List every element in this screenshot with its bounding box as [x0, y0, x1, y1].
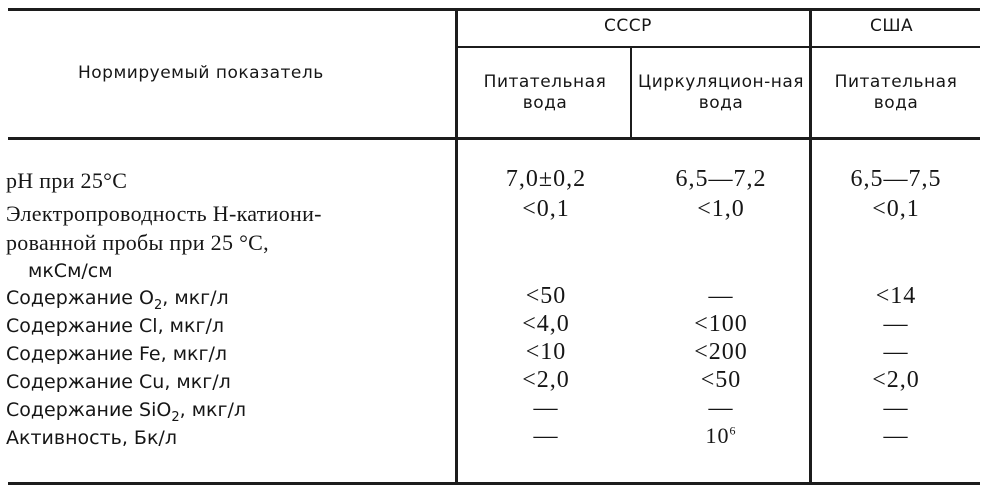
row-label-chloride: Содержание Cl, мкг/л	[6, 315, 224, 337]
circulation-water-header: Циркуляцион-ная вода	[638, 72, 804, 113]
ussr-header: СССР	[604, 16, 652, 36]
cell-iron-ussr-circ: <200	[694, 339, 748, 365]
cell-activity-ussr-circ: $10^6$	[705, 423, 737, 448]
cell-conductivity-ussr-circ: <1,0	[697, 196, 745, 222]
cell-silica-ussr-circ: —	[708, 395, 734, 421]
row-label-activity: Активность, Бк/л	[6, 427, 177, 449]
cell-oxygen-ussr-circ: —	[708, 283, 734, 309]
cell-ph-ussr-feed: 7,0±0,2	[505, 166, 587, 192]
cell-copper-ussr-feed: <2,0	[522, 367, 570, 393]
usa-header: США	[870, 16, 914, 36]
row-label-conductivity-3: мкСм/см	[28, 260, 113, 282]
cell-chloride-ussr-circ: <100	[694, 311, 748, 337]
row-label-conductivity-1: Электропроводность Н-катиони-	[6, 201, 322, 226]
cell-copper-usa-feed: <2,0	[872, 367, 920, 393]
header-bottom-rule	[8, 137, 980, 140]
cell-chloride-usa-feed: —	[883, 311, 909, 337]
row-label-oxygen: Содержание $O_2$, мкг/л	[6, 287, 229, 313]
indicator-header: Нормируемый показатель	[78, 63, 324, 83]
header-divider-rule-usa	[812, 46, 980, 48]
cell-iron-ussr-feed: <10	[525, 339, 567, 365]
header-divider-rule	[458, 46, 812, 48]
cell-silica-usa-feed: —	[883, 395, 909, 421]
row-label-conductivity-2: рованной пробы при 25 °С,	[6, 230, 269, 255]
cell-ph-usa-feed: 6,5—7,5	[850, 166, 942, 192]
cell-iron-usa-feed: —	[883, 339, 909, 365]
cell-conductivity-usa-feed: <0,1	[872, 196, 920, 222]
top-rule	[8, 8, 980, 11]
row-label-iron: Содержание Fe, мкг/л	[6, 343, 228, 365]
feed-water-header-ussr: Питательная вода	[483, 72, 607, 113]
column-divider-indicator	[455, 10, 458, 484]
cell-silica-ussr-feed: —	[533, 395, 559, 421]
cell-chloride-ussr-feed: <4,0	[522, 311, 570, 337]
row-label-ph: pH при 25°C	[6, 168, 128, 193]
cell-copper-ussr-circ: <50	[700, 367, 742, 393]
cell-ph-ussr-circ: 6,5—7,2	[675, 166, 767, 192]
cell-activity-usa-feed: —	[883, 423, 909, 449]
row-label-copper: Содержание Cu, мкг/л	[6, 371, 231, 393]
cell-conductivity-ussr-feed: <0,1	[522, 196, 570, 222]
cell-activity-ussr-feed: —	[533, 423, 559, 449]
feed-water-header-usa: Питательная вода	[834, 72, 958, 113]
column-divider-countries	[809, 10, 812, 484]
cell-oxygen-ussr-feed: <50	[525, 283, 567, 309]
column-divider-ussr-inner	[630, 48, 632, 138]
row-label-silica: Содержание SiO$_2$, мкг/л	[6, 399, 247, 425]
bottom-rule	[8, 482, 980, 485]
cell-oxygen-usa-feed: <14	[875, 283, 917, 309]
